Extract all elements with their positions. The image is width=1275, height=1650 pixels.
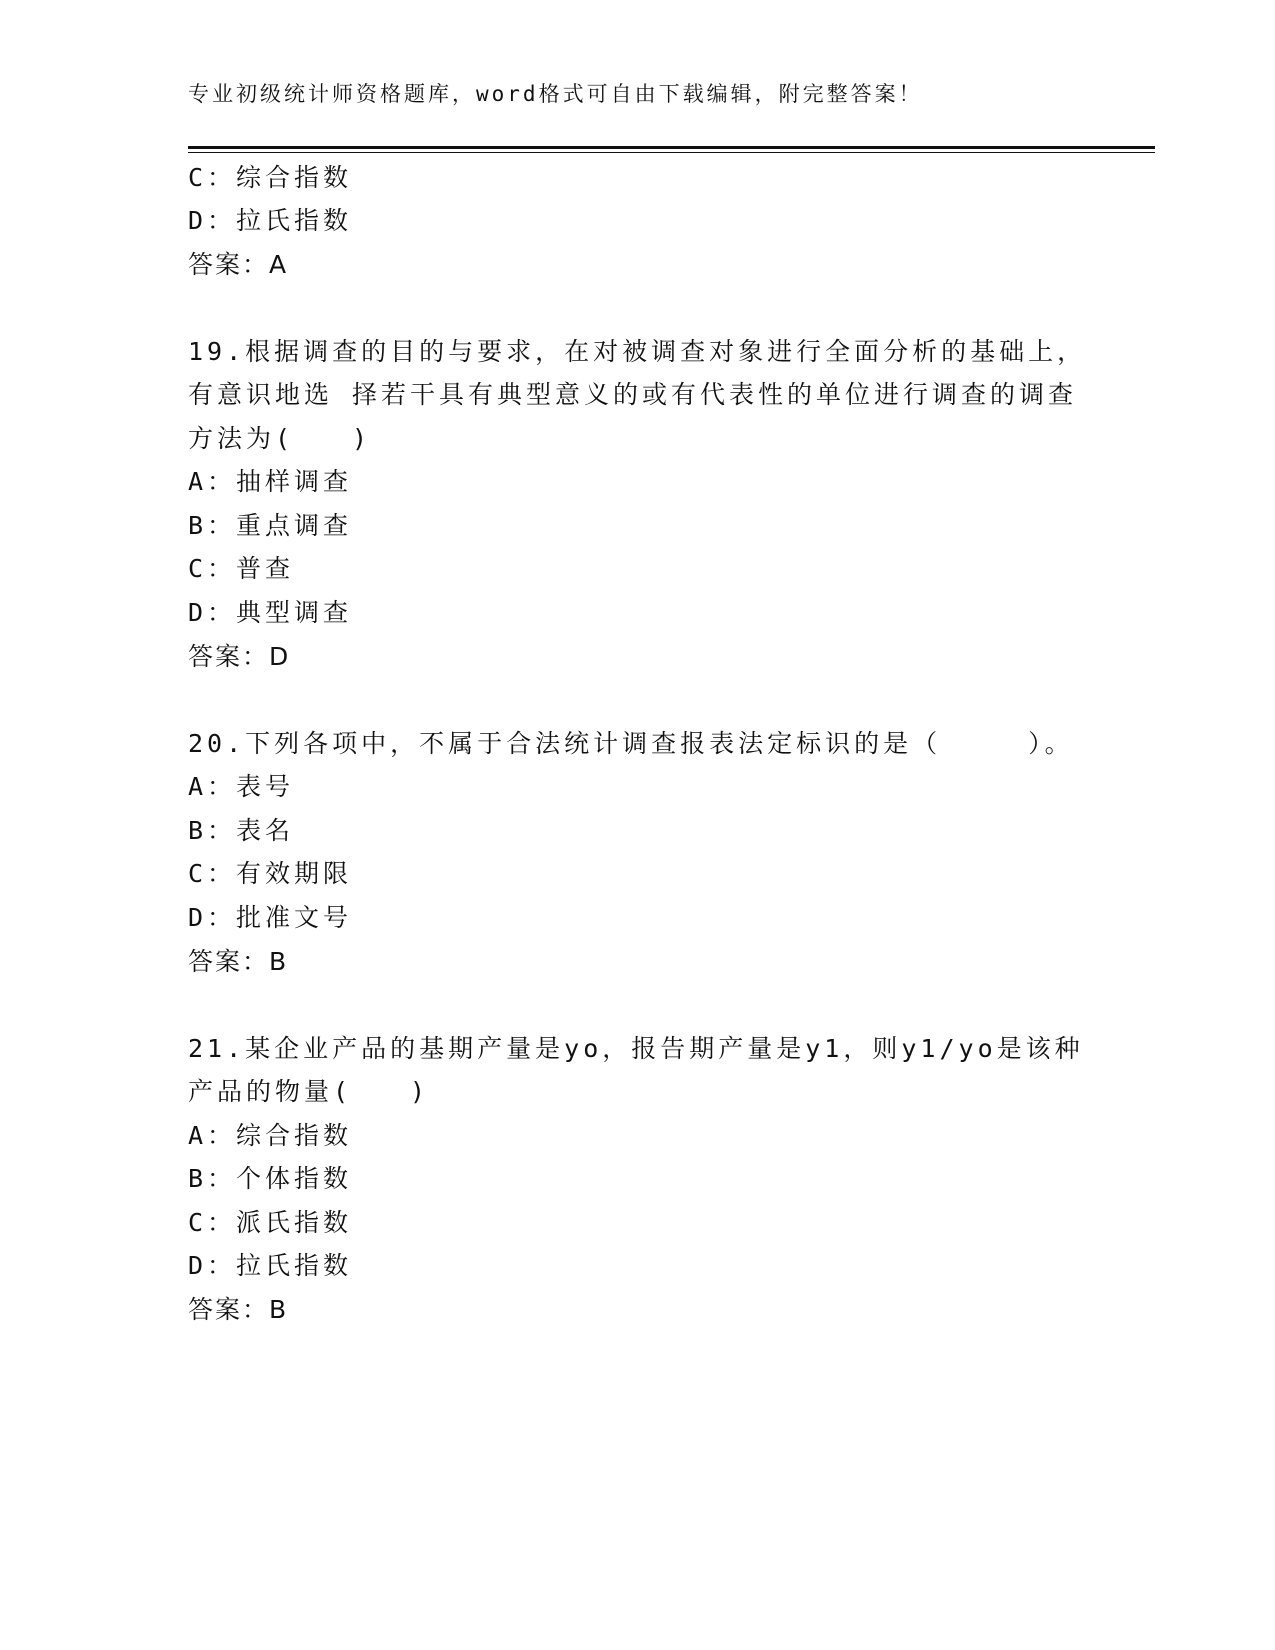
q18-answer: 答案：A bbox=[188, 250, 289, 279]
header-divider-thick bbox=[188, 146, 1155, 149]
q20-stem-line1: 20.下列各项中，不属于合法统计调查报表法定标识的是（ ）。 bbox=[188, 729, 1074, 758]
q19-option-d: D：典型调查 bbox=[188, 598, 353, 627]
q20-option-c: C：有效期限 bbox=[188, 859, 353, 888]
q20-option-d: D：批准文号 bbox=[188, 903, 353, 932]
q20-option-a: A：表号 bbox=[188, 772, 295, 801]
q21-option-b: B：个体指数 bbox=[188, 1164, 353, 1193]
q21-option-d: D：拉氏指数 bbox=[188, 1251, 353, 1280]
q21-option-c: C：派氏指数 bbox=[188, 1208, 353, 1237]
q19-stem-line2: 有意识地选 择若干具有典型意义的或有代表性的单位进行调查的调查 bbox=[188, 380, 1078, 409]
q19-stem-line1: 19.根据调查的目的与要求，在对被调查对象进行全面分析的基础上， bbox=[188, 337, 1087, 366]
q20-option-b: B：表名 bbox=[188, 816, 295, 845]
q18-option-c: C：综合指数 bbox=[188, 163, 353, 192]
q18-option-d: D：拉氏指数 bbox=[188, 206, 353, 235]
q19-stem-line3: 方法为( ) bbox=[188, 424, 372, 453]
q19-option-a: A：抽样调查 bbox=[188, 467, 353, 496]
q21-option-a: A：综合指数 bbox=[188, 1121, 353, 1150]
page-header: 专业初级统计师资格题库，word格式可自由下载编辑，附完整答案！ bbox=[188, 82, 923, 106]
q19-option-c: C：普查 bbox=[188, 554, 295, 583]
q21-stem-line1: 21.某企业产品的基期产量是yo，报告期产量是y1，则y1/yo是该种 bbox=[188, 1034, 1084, 1063]
header-divider-thin bbox=[188, 152, 1155, 153]
q19-option-b: B：重点调查 bbox=[188, 511, 353, 540]
q19-answer: 答案：D bbox=[188, 642, 291, 671]
q20-answer: 答案：B bbox=[188, 947, 289, 976]
q21-answer: 答案：B bbox=[188, 1295, 289, 1324]
q21-stem-line2: 产品的物量( ) bbox=[188, 1077, 430, 1106]
